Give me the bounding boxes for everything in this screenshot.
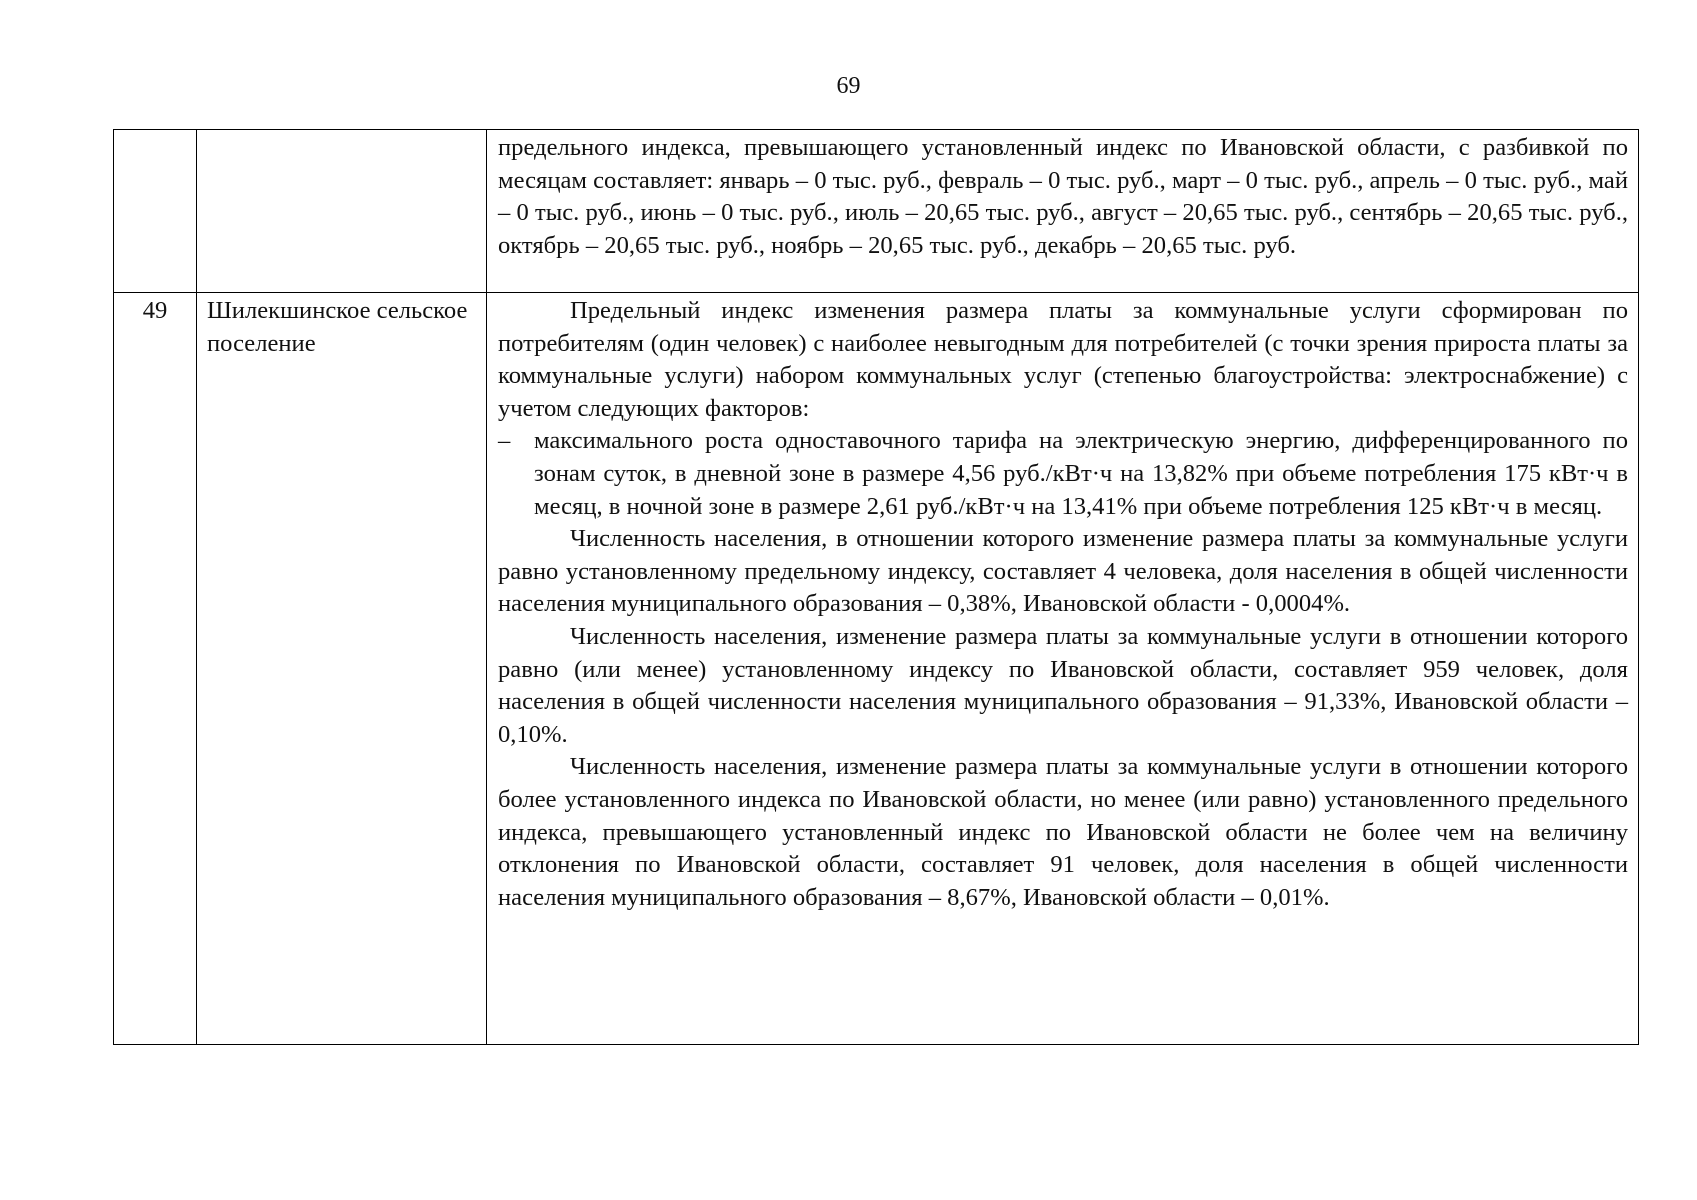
intro-paragraph: Предельный индекс изменения размера платы за коммунальные услуги сформирован по потребителям (один человек) с наиболее невыгодным для потребителей (с точки зрения прироста платы за коммунальные услуги) набором коммунальных услуг (степенью благоустройства: электроснабжение) с учетом следующих факторов:	[498, 297, 1628, 422]
population-equal-or-less-paragraph: Численность населения, изменение размера платы за коммунальные услуги в отношении которого равно (или менее) установленному индексу по Ивановской области, составляет 959 человек, доля населения в общей численности населения муниципального образования – 91,33%, Ивановской области – 0,10%.	[498, 622, 1628, 748]
factor-text: максимального роста одноставочного тарифа на электрическую энергию, дифференцированного по зонам суток, в дневной зоне в размере 4,56 руб./кВт·ч на 13,82% при объеме потребления 175 кВт·ч в месяц, в ночной зоне в размере 2,61 руб./кВт·ч на 13,41% при объеме потребления 125 кВт·ч в месяц.	[534, 427, 1628, 520]
population-above-index-paragraph: Численность населения, изменение размера платы за коммунальные услуги в отношении которого более установленного индекса по Ивановской области, но менее (или равно) установленного предельного индекса, превышающего установленный индекс по Ивановской области не более чем на величину отклонения по Ивановской области, составляет 91 человек, доля населения в общей численности населения муниципального образования – 8,67%, Ивановской области – 0,01%.	[498, 753, 1628, 911]
row-number-cell: 49	[114, 293, 197, 1045]
factor-list-item	[498, 425, 1628, 523]
municipality-name-cell	[197, 130, 487, 293]
description-cell	[487, 130, 1639, 293]
table-row-continuation	[114, 130, 1639, 293]
municipal-index-table	[113, 129, 1639, 1045]
table-row-49	[114, 293, 1639, 1045]
description-cell	[487, 293, 1639, 1045]
row-number-cell	[114, 130, 197, 293]
page-number: 69	[836, 73, 861, 99]
list-dash: –	[498, 427, 511, 455]
population-equal-limit-paragraph: Численность населения, в отношении которого изменение размера платы за коммунальные услуги равно установленному предельному индексу, составляет 4 человека, доля населения в общей численности населения муниципального образования – 0,38%, Ивановской области - 0,0004%.	[498, 525, 1628, 618]
municipality-name-cell: Шилекшинское сельское поселение	[197, 293, 487, 1045]
continuation-paragraph: предельного индекса, превышающего установленный индекс по Ивановской области, с разбивкой по месяцам составляет: январь – 0 тыс. руб., февраль – 0 тыс. руб., март – 0 тыс. руб., апрель – 0 тыс. руб., май – 0 тыс. руб., июнь – 0 тыс. руб., июль – 20,65 тыс. руб., август – 20,65 тыс. руб., сентябрь – 20,65 тыс. руб., октябрь – 20,65 тыс. руб., ноябрь – 20,65 тыс. руб., декабрь – 20,65 тыс. руб.	[498, 134, 1628, 259]
